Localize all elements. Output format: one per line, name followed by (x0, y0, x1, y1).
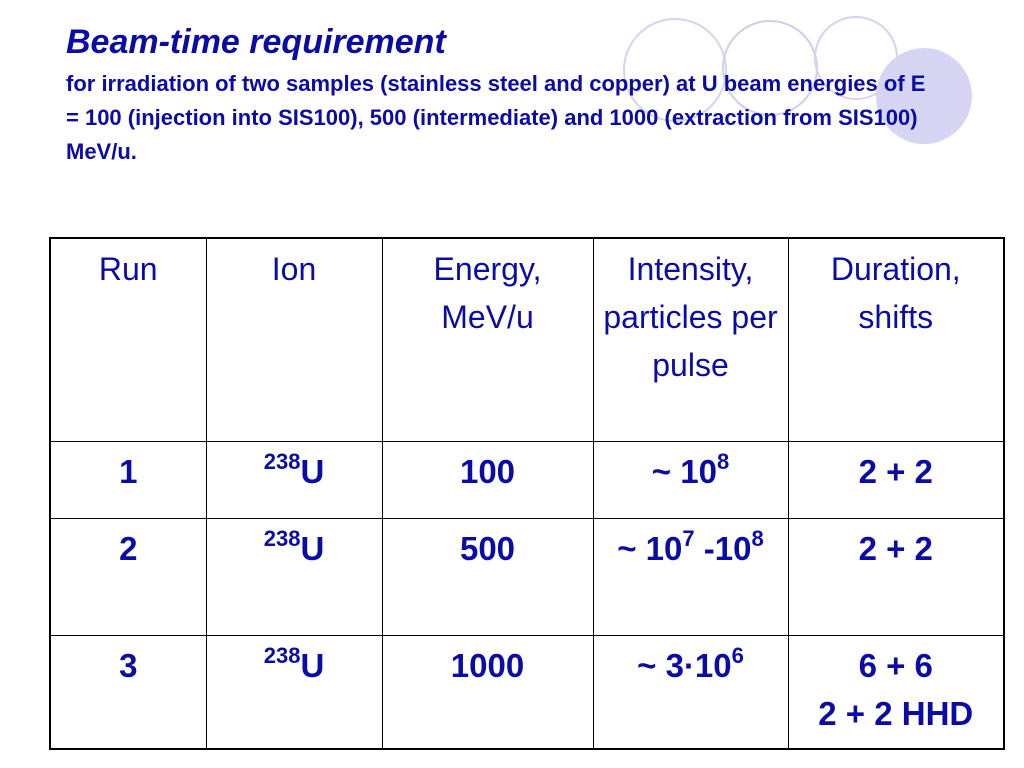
cell-intensity (593, 519, 788, 636)
ion-symbol: U (300, 453, 325, 490)
intensity-base: ~ 10 (617, 530, 683, 567)
ion-mass-number: 238 (263, 526, 301, 551)
intensity-exponent: 8 (716, 449, 730, 474)
table-row (50, 519, 1004, 636)
beam-time-table (49, 237, 1005, 750)
slide-title (66, 20, 966, 169)
cell-ion (206, 636, 382, 750)
intensity-exponent-upper: 8 (751, 526, 764, 551)
header-ion: Ion (206, 238, 382, 442)
header-duration: Duration, shifts (788, 238, 1004, 442)
table-row (50, 636, 1004, 750)
cell-ion (206, 519, 382, 636)
title-subtitle: for irradiation of two samples (stainless steel and copper) at U beam energies of E = 100 (injection into SIS100), 500 (intermediate) and 1000 (extraction from SIS100) MeV/u. (66, 71, 926, 164)
header-intensity: Intensity, particles per pulse (593, 238, 788, 442)
cell-energy: 500 (382, 519, 593, 636)
ion-mass-number: 238 (263, 643, 301, 668)
table-row (50, 442, 1004, 519)
cell-duration (788, 636, 1004, 750)
cell-run: 1 (50, 442, 206, 519)
ion-mass-number: 238 (263, 449, 301, 474)
header-run: Run (50, 238, 206, 442)
duration-line-1: 2 + 2 (858, 530, 933, 567)
title-main: Beam-time requirement (66, 23, 446, 61)
cell-duration (788, 519, 1004, 636)
cell-intensity (593, 442, 788, 519)
table-header-row (50, 238, 1004, 442)
cell-ion (206, 442, 382, 519)
cell-run: 3 (50, 636, 206, 750)
ion-symbol: U (300, 530, 325, 567)
cell-intensity (593, 636, 788, 750)
duration-line-1: 2 + 2 (858, 453, 933, 490)
duration-line-2: 2 + 2 HHD (818, 695, 974, 732)
duration-line-1: 6 + 6 (858, 647, 933, 684)
ion-symbol: U (300, 647, 325, 684)
header-energy: Energy, MeV/u (382, 238, 593, 442)
intensity-exponent: 6 (731, 643, 744, 668)
cell-duration (788, 442, 1004, 519)
cell-energy: 100 (382, 442, 593, 519)
intensity-base: ~ 10 (651, 453, 717, 490)
intensity-base: ~ 3·10 (637, 647, 732, 684)
intensity-exponent: 7 (682, 526, 695, 551)
cell-energy: 1000 (382, 636, 593, 750)
cell-run: 2 (50, 519, 206, 636)
intensity-range-upper: -10 (694, 530, 752, 567)
